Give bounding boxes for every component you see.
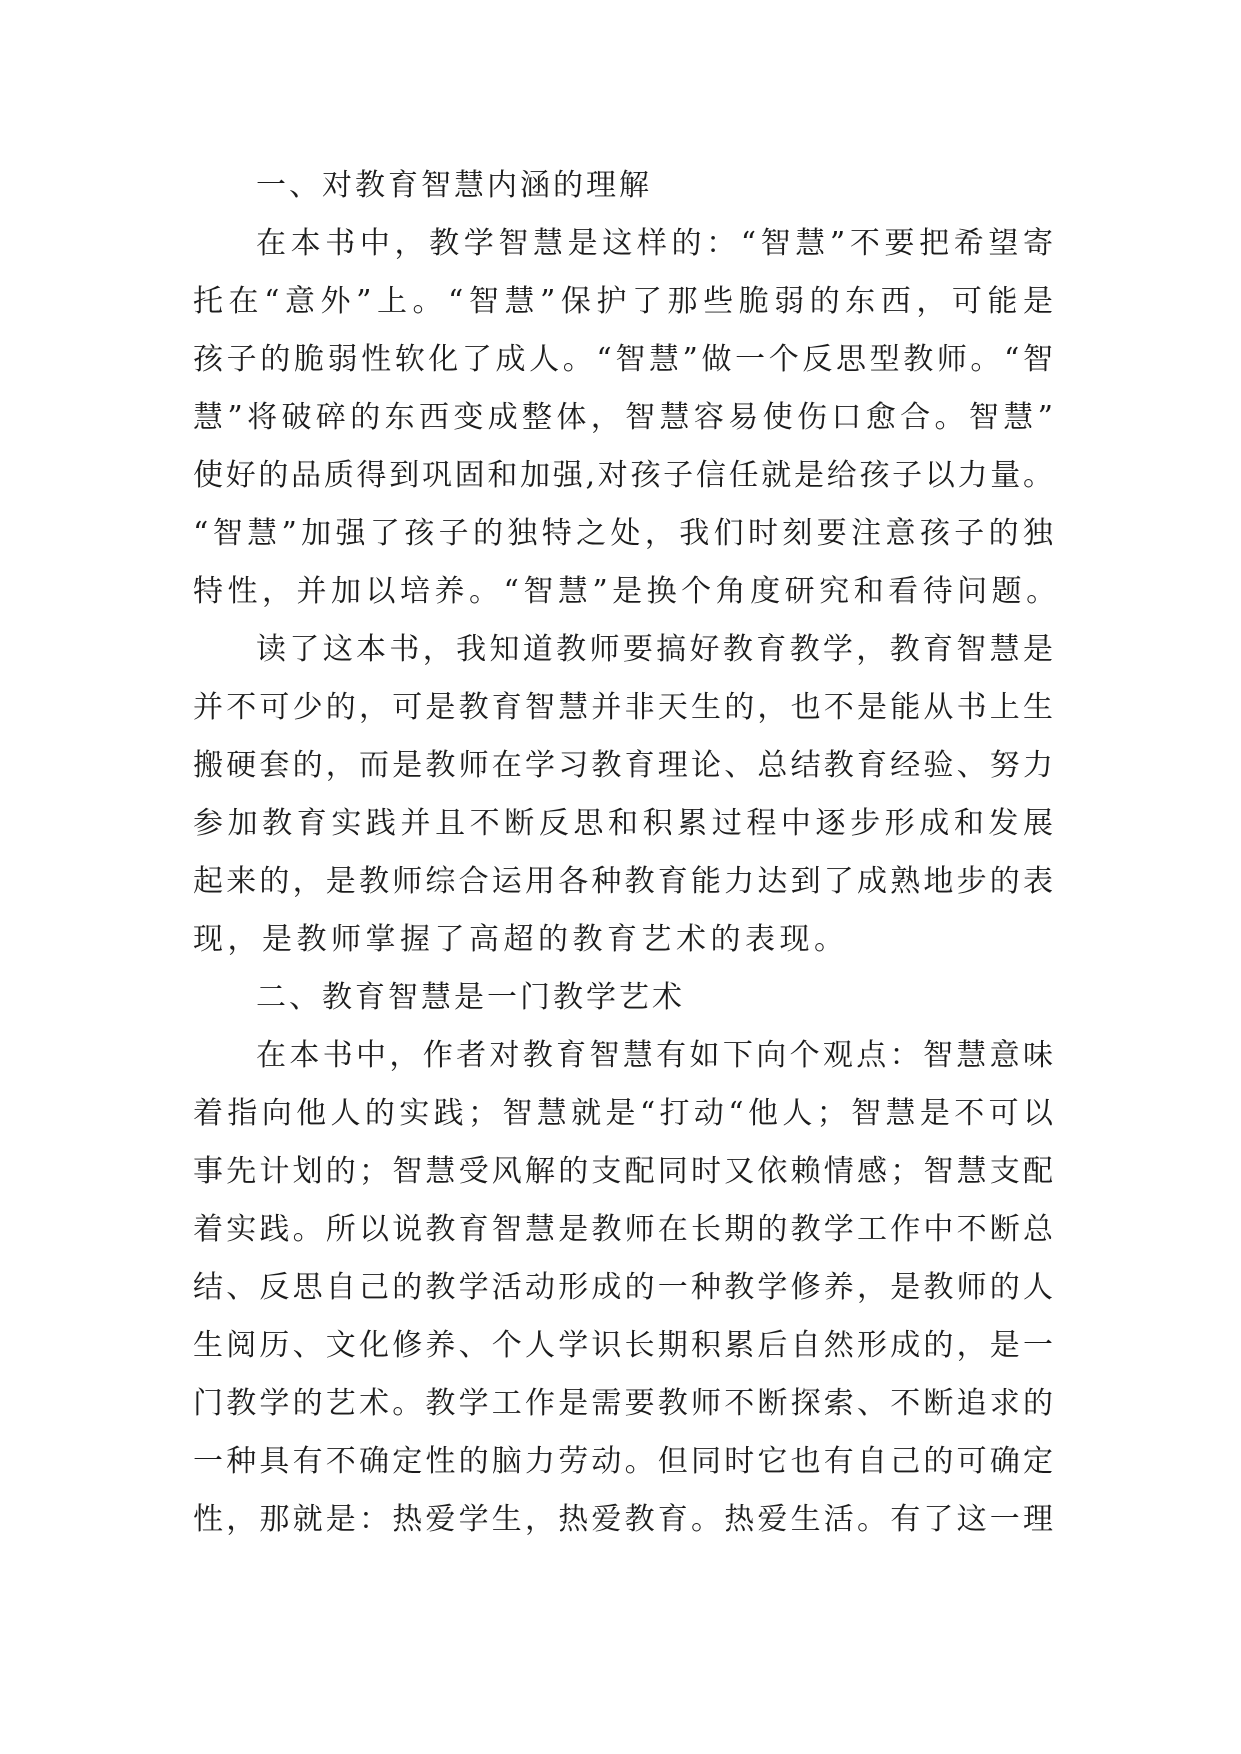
paragraph-line: 搬硬套的，而是教师在学习教育理论、总结教育经验、努力 — [193, 748, 1053, 783]
paragraph-line: 生阅历、文化修养、个人学识长期积累后自然形成的，是一 — [193, 1328, 1053, 1363]
heading-2: 二、教育智慧是一门教学艺术 — [256, 980, 685, 1015]
paragraph-line: 并不可少的，可是教育智慧并非天生的，也不是能从书上生 — [193, 690, 1053, 725]
paragraph-line: 门教学的艺术。教学工作是需要教师不断探索、不断追求的 — [193, 1386, 1053, 1421]
paragraph-line: 结、反思自己的教学活动形成的一种教学修养，是教师的人 — [193, 1270, 1053, 1305]
paragraph-line: 特性，并加以培养。“智慧”是换个角度研究和看待问题。 — [193, 574, 1061, 609]
paragraph-line: 使好的品质得到巩固和加强,对孩子信任就是给孩子以力量。 — [193, 458, 1053, 493]
paragraph-line: “智慧”加强了孩子的独特之处，我们时刻要注意孩子的独 — [193, 516, 1053, 551]
paragraph-line: 参加教育实践并且不断反思和积累过程中逐步形成和发展 — [193, 806, 1053, 841]
paragraph-line: 着实践。所以说教育智慧是教师在长期的教学工作中不断总 — [193, 1212, 1053, 1247]
paragraph-line: 慧”将破碎的东西变成整体，智慧容易使伤口愈合。智慧” — [193, 400, 1053, 435]
heading-1: 一、对教育智慧内涵的理解 — [256, 168, 652, 203]
paragraph-line: 着指向他人的实践；智慧就是“打动“他人；智慧是不可以 — [193, 1096, 1053, 1131]
paragraph-line: 在本书中，教学智慧是这样的：“智慧”不要把希望寄 — [256, 226, 1053, 261]
paragraph-line: 事先计划的；智慧受风解的支配同时又依赖情感；智慧支配 — [193, 1154, 1053, 1189]
paragraph-line: 性，那就是：热爱学生，热爱教育。热爱生活。有了这一理 — [193, 1502, 1053, 1537]
paragraph-line: 在本书中，作者对教育智慧有如下向个观点：智慧意味 — [256, 1038, 1053, 1073]
paragraph-line: 起来的，是教师综合运用各种教育能力达到了成熟地步的表 — [193, 864, 1053, 899]
paragraph-line: 现，是教师掌握了高超的教育艺术的表现。 — [193, 922, 849, 957]
paragraph-line: 孩子的脆弱性软化了成人。“智慧”做一个反思型教师。“智 — [193, 342, 1053, 377]
paragraph-line: 一种具有不确定性的脑力劳动。但同时它也有自己的可确定 — [193, 1444, 1053, 1479]
paragraph-line: 读了这本书，我知道教师要搞好教育教学，教育智慧是 — [256, 632, 1053, 667]
paragraph-line: 托在“意外”上。“智慧”保护了那些脆弱的东西，可能是 — [193, 284, 1053, 319]
